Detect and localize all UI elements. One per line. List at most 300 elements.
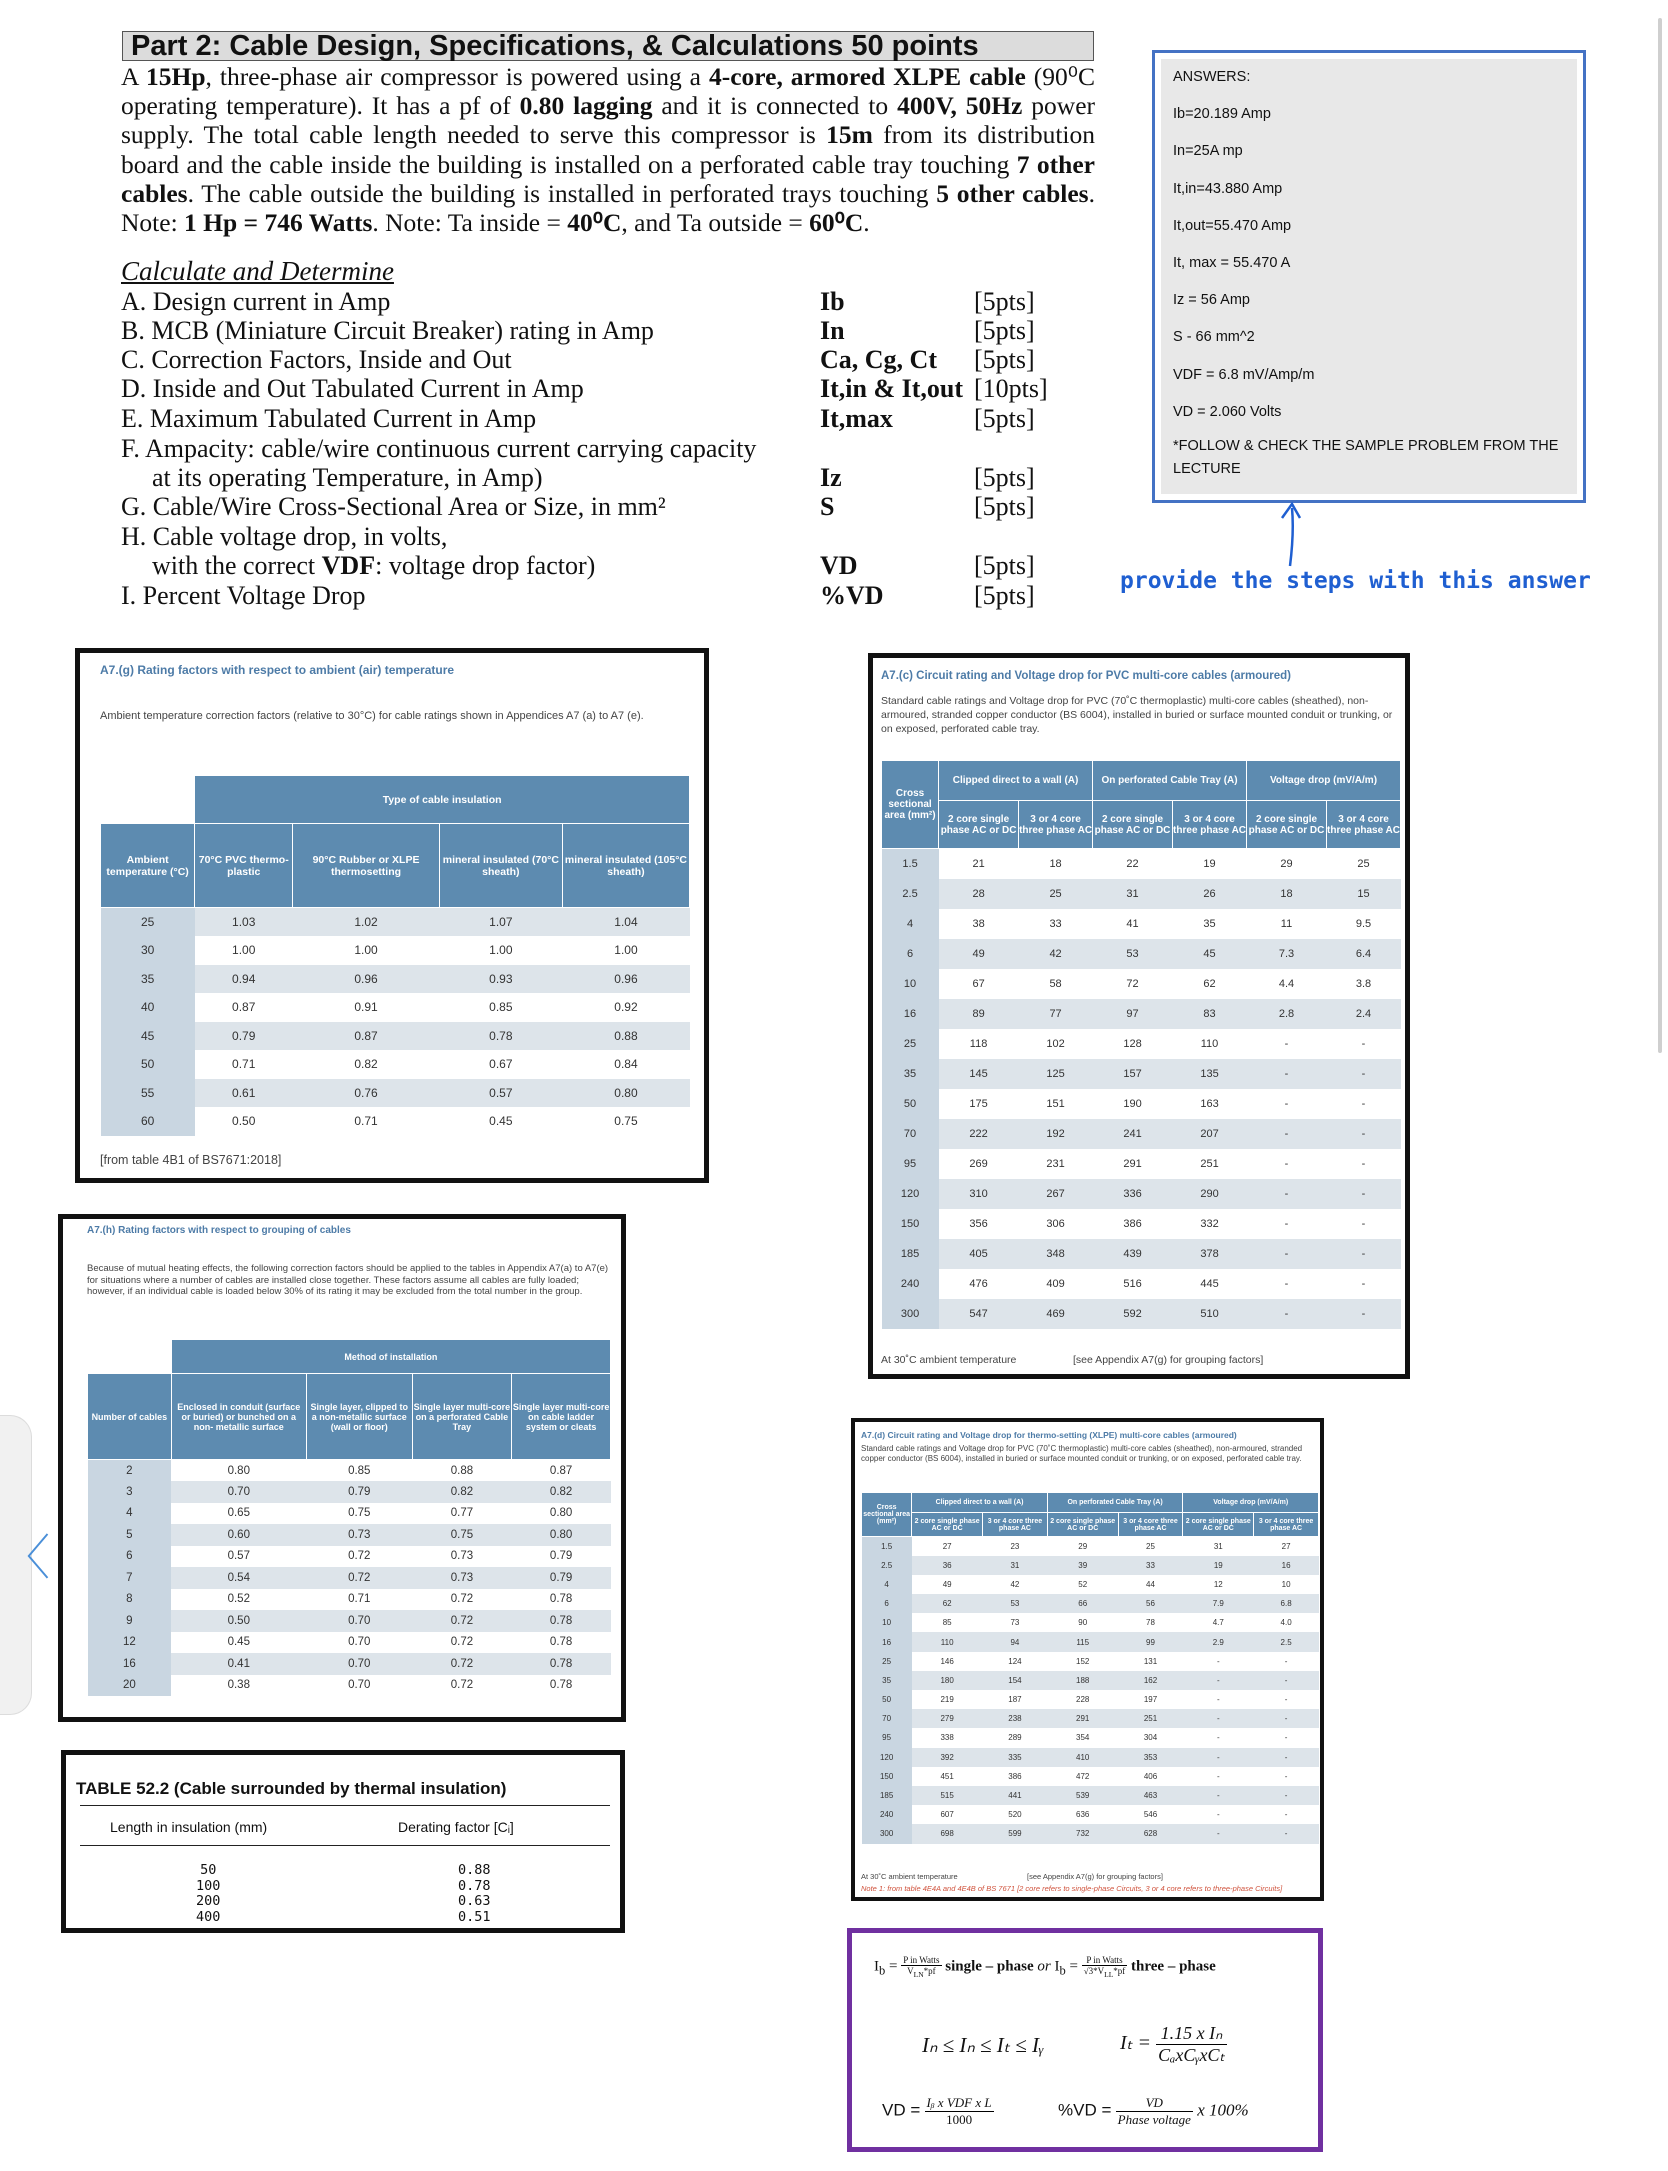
- table-cell: 39: [1047, 1556, 1118, 1575]
- table-cell: 8: [88, 1589, 172, 1611]
- calc-item-symbol: Ca, Cg, Ct: [820, 345, 937, 374]
- table-cell: 89: [939, 999, 1019, 1029]
- table-cell: 0.70: [306, 1610, 412, 1632]
- t522-col-factor: Derating factor [Cᵢ]: [398, 1819, 514, 1835]
- steps-note: provide the steps with this answer: [1120, 568, 1591, 594]
- table-cell: 146: [940, 1656, 954, 1666]
- table-cell: 378: [1173, 1239, 1247, 1269]
- table-cell: 6: [88, 1546, 172, 1568]
- table-cell: 0.80: [227, 1464, 250, 1477]
- table-row: [88, 1524, 611, 1546]
- table-cell: 0.80: [512, 1524, 611, 1546]
- table-cell: 636: [1076, 1810, 1090, 1820]
- table-group-header: Voltage drop (mV/A/m): [1247, 761, 1401, 801]
- table-cell: 0.70: [348, 1636, 371, 1649]
- answer-line: S - 66 mm^2: [1173, 329, 1255, 346]
- table-cell: 50: [882, 1089, 939, 1119]
- table-cell: 78: [1146, 1618, 1155, 1628]
- table-cell: 2.5: [1254, 1632, 1319, 1651]
- table-cell: 1.02: [293, 908, 440, 937]
- table-cell: -: [1216, 1810, 1220, 1820]
- table-cell: 9: [88, 1610, 172, 1632]
- table-row: [882, 849, 1401, 879]
- table-cell: 154: [983, 1671, 1048, 1690]
- table-col-header: Single layer, clipped to a non-metallic surface (wall or floor): [306, 1374, 412, 1460]
- table-cell: 520: [1008, 1810, 1022, 1820]
- a7g-caption: A7.(g) Rating factors with respect to ambient (air) temperature: [100, 663, 455, 677]
- table-cell: 83: [1173, 999, 1247, 1029]
- formula-panel: [847, 1928, 1323, 2152]
- table-cell: 0.79: [512, 1567, 611, 1589]
- table-cell: 192: [1019, 1119, 1093, 1149]
- table-col-header: Cross sectional area (mm²): [862, 1493, 912, 1537]
- a7d-description: Standard cable ratings and Voltage drop for PVC (70˚C thermoplastic) multi-core cables (sheathed), non-armoured, stranded copper conductor (BS 6004), installed in buried or surface mounted conduit or trunking, or on exposed, perforated cable tray.: [861, 1444, 1303, 1463]
- table-cell: 1.00: [489, 943, 513, 958]
- table-cell: -: [1284, 1695, 1288, 1705]
- table-cell: -: [1327, 1059, 1401, 1089]
- table-cell: 50: [101, 1050, 195, 1079]
- table-cell: -: [1284, 1157, 1289, 1170]
- table-row: [882, 1209, 1401, 1239]
- table-cell: 115: [1047, 1632, 1118, 1651]
- calc-item-tail: : voltage drop factor): [375, 551, 596, 580]
- table-cell: 53: [983, 1594, 1048, 1613]
- answer-line: In=25A mp: [1173, 143, 1243, 160]
- table-cell: -: [1183, 1671, 1254, 1690]
- table-cell: 0.82: [412, 1481, 512, 1503]
- formula-percent-vd: %VD = $\frac{VD}{\text{Phase voltage}}$ x 100%: [1058, 2095, 1249, 2127]
- table-col-header: 3 or 4 core three phase AC: [1327, 801, 1401, 849]
- table-col-header: 2 core single phase AC or DC: [939, 801, 1019, 849]
- table-cell: -: [1183, 1748, 1254, 1767]
- table-cell: 150: [862, 1767, 912, 1786]
- table-row: [88, 1653, 611, 1675]
- table-cell: 49: [942, 1579, 952, 1589]
- table-cell: [88, 1340, 172, 1374]
- table-cell: 16: [1254, 1556, 1319, 1575]
- table-cell: 267: [1019, 1179, 1093, 1209]
- calc-item-symbol: It,in & It,out: [820, 374, 964, 403]
- table-cell: 35: [1203, 917, 1216, 930]
- table-cell: 21: [972, 857, 985, 870]
- table-cell: -: [1327, 1299, 1401, 1329]
- table-cell: 40: [101, 993, 195, 1022]
- table-row: [862, 1824, 1319, 1843]
- table-cell: -: [1216, 1695, 1220, 1705]
- table-cell: 0.79: [549, 1550, 573, 1563]
- chevron-left-icon[interactable]: 〈: [2, 1530, 51, 1586]
- table-row: [88, 1610, 611, 1632]
- table-cell: -: [1254, 1671, 1319, 1690]
- table-cell: 20: [88, 1675, 172, 1697]
- table-cell: 279: [912, 1709, 983, 1728]
- table-col-header: mineral insulated (105°C sheath): [562, 824, 689, 908]
- table-cell: 2.8: [1247, 999, 1327, 1029]
- table-cell: 547: [939, 1299, 1019, 1329]
- table-cell: 70: [862, 1709, 912, 1728]
- table-row: [101, 1107, 690, 1136]
- table-cell: -: [1284, 1277, 1289, 1290]
- table-group-header: On perforated Cable Tray (A): [1047, 1493, 1183, 1513]
- table-group-header: Voltage drop (mV/A/m): [1183, 1493, 1319, 1513]
- calc-item-points: [5pts]: [974, 463, 1035, 492]
- table-cell: 35: [882, 1059, 939, 1089]
- table-cell: 0.50: [232, 1114, 256, 1129]
- table-cell: 45: [1173, 939, 1247, 969]
- table-cell: 1.5: [882, 849, 939, 879]
- table-row: [101, 965, 690, 994]
- table-cell: 0.87: [232, 1000, 256, 1015]
- table-cell: 476: [969, 1277, 988, 1290]
- table-row: [862, 1805, 1319, 1824]
- a7c-description: Standard cable ratings and Voltage drop for PVC (70˚C thermoplastic) multi-core cables (sheathed), non-armoured, stranded copper conductor (BS 6004), installed in buried or surface mounted conduit or trunking, or on exposed, perforated cable tray.: [881, 695, 1393, 735]
- table-cell: 410: [1047, 1748, 1118, 1767]
- answers-box: [1152, 50, 1586, 503]
- table-cell: 409: [1046, 1277, 1065, 1290]
- table-cell: -: [1183, 1824, 1254, 1843]
- table-52-2-panel: [61, 1750, 625, 1933]
- calc-item-text: C. Correction Factors, Inside and Out: [121, 345, 512, 374]
- table-cell: 53: [1093, 939, 1173, 969]
- table-cell: 2.5: [882, 879, 939, 909]
- calc-item-text: D. Inside and Out Tabulated Current in Amp: [121, 374, 584, 403]
- table-cell: 0.41: [171, 1653, 306, 1675]
- table-cell: 18: [1247, 879, 1327, 909]
- a7d-caption: A7.(d) Circuit rating and Voltage drop for thermo-setting (XLPE) multi-core cables (armoured): [861, 1430, 1237, 1440]
- table-cell: 55: [101, 1079, 195, 1108]
- calc-item-points: [5pts]: [974, 287, 1035, 316]
- table-cell: 1.04: [562, 908, 689, 937]
- table-cell: 110: [912, 1632, 983, 1651]
- scrollbar[interactable]: [1658, 18, 1662, 1053]
- table-cell: 18: [1049, 857, 1062, 870]
- table-cell: 190: [1123, 1097, 1142, 1110]
- table-cell: -: [1247, 1179, 1327, 1209]
- table-cell: 25: [862, 1652, 912, 1671]
- t522-factors: 0.88 0.78 0.63 0.51: [458, 1862, 491, 1925]
- table-cell: 44: [1146, 1579, 1155, 1589]
- table-row: [882, 969, 1401, 999]
- table-cell: 94: [983, 1632, 1048, 1651]
- table-cell: 0.67: [489, 1057, 513, 1072]
- table-cell: 698: [912, 1824, 983, 1843]
- table-cell: -: [1183, 1786, 1254, 1805]
- table-cell: -: [1247, 1059, 1327, 1089]
- table-cell: 0.96: [293, 965, 440, 994]
- table-cell: -: [1216, 1733, 1220, 1743]
- table-cell: 85: [942, 1618, 952, 1628]
- calc-item-text: E. Maximum Tabulated Current in Amp: [121, 404, 537, 433]
- table-row: [882, 939, 1401, 969]
- table-cell: 0.78: [549, 1593, 573, 1606]
- table-cell: 157: [1093, 1059, 1173, 1089]
- table-cell: 336: [1093, 1179, 1173, 1209]
- table-cell: 353: [1118, 1748, 1183, 1767]
- table-cell: 152: [1076, 1656, 1090, 1666]
- table-cell: 0.96: [562, 965, 689, 994]
- table-cell: 269: [969, 1157, 988, 1170]
- table-row: [101, 908, 690, 937]
- a7h-caption: A7.(h) Rating factors with respect to grouping of cables: [87, 1225, 351, 1236]
- a7d-foot-temp: At 30˚C ambient temperature: [861, 1872, 958, 1881]
- table-cell: 338: [940, 1733, 954, 1743]
- table-cell: 97: [1093, 999, 1173, 1029]
- table-cell: 628: [1118, 1824, 1183, 1843]
- calc-item-symbol: In: [820, 316, 845, 345]
- calc-item-symbol: VD: [820, 551, 858, 580]
- table-cell: 4: [88, 1503, 172, 1525]
- previous-page-tab[interactable]: [0, 1415, 51, 1715]
- table-cell: 0.72: [412, 1653, 512, 1675]
- table-cell: 0.87: [549, 1464, 573, 1477]
- table-cell: -: [1247, 1119, 1327, 1149]
- table-cell: 35: [862, 1671, 912, 1690]
- answer-line: VDF = 6.8 mV/Amp/m: [1173, 366, 1315, 383]
- table-row: [101, 1050, 690, 1079]
- table-cell: 0.71: [348, 1593, 371, 1606]
- table-row: [101, 1022, 690, 1051]
- table-cell: 28: [939, 879, 1019, 909]
- table-cell: 300: [862, 1824, 912, 1843]
- table-cell: 0.76: [293, 1079, 440, 1108]
- table-cell: 289: [1008, 1733, 1022, 1743]
- table-col-header: 3 or 4 core three phase AC: [1173, 801, 1247, 849]
- table-cell: 15: [1327, 879, 1401, 909]
- arrow-up-icon: [1270, 500, 1310, 570]
- answers-note: *FOLLOW & CHECK THE SAMPLE PROBLEM FROM THE LECTURE: [1173, 437, 1559, 477]
- table-cell: 3.8: [1355, 977, 1372, 990]
- part-title: Part 2: Cable Design, Specifications, & Calculations 50 points: [122, 31, 1094, 61]
- table-cell: 27: [942, 1541, 952, 1551]
- table-cell: 0.75: [348, 1507, 371, 1520]
- table-row: [862, 1594, 1319, 1613]
- table-cell: 0.80: [562, 1079, 689, 1108]
- table-row: [862, 1632, 1319, 1651]
- table-cell: 77: [1019, 999, 1093, 1029]
- formula-current-chain: Iₙ ≤ Iₙ ≤ Iₜ ≤ Iᵧ: [922, 2033, 1044, 2057]
- table-cell: 110: [1200, 1037, 1219, 1050]
- table-cell: 0.73: [412, 1567, 512, 1589]
- table-cell: 546: [1143, 1810, 1158, 1820]
- table-cell: 0.78: [439, 1022, 562, 1051]
- table-cell: 472: [1076, 1771, 1090, 1781]
- table-cell: 0.52: [227, 1593, 250, 1606]
- table-cell: 135: [1173, 1059, 1247, 1089]
- table-cell: 354: [1076, 1733, 1090, 1743]
- table-cell: -: [1247, 1239, 1327, 1269]
- table-cell: 0.72: [412, 1610, 512, 1632]
- calc-item-points: [5pts]: [974, 316, 1035, 345]
- table-row: [88, 1567, 611, 1589]
- table-cell: 7: [88, 1567, 172, 1589]
- table-cell: 0.70: [306, 1653, 412, 1675]
- table-cell: -: [1361, 1217, 1366, 1230]
- table-row: [862, 1709, 1319, 1728]
- calc-item-bold: VDF: [321, 551, 376, 580]
- a7c-foot-grouping: [see Appendix A7(g) for grouping factors]: [1073, 1354, 1264, 1366]
- table-col-header: 70°C PVC thermo-plastic: [195, 824, 293, 908]
- table-cell: 10: [862, 1613, 912, 1632]
- table-cell: 10: [1281, 1579, 1291, 1589]
- table-cell: 306: [1046, 1217, 1065, 1230]
- table-row: [862, 1690, 1319, 1709]
- table-cell: 52: [1078, 1579, 1088, 1589]
- table-cell: 0.45: [489, 1114, 513, 1129]
- t522-title: TABLE 52.2 (Cable surrounded by thermal insulation): [76, 1779, 507, 1798]
- table-col-header: 3 or 4 core three phase AC: [1019, 801, 1093, 849]
- table-cell: 185: [862, 1786, 912, 1805]
- table-cell: 539: [1047, 1786, 1118, 1805]
- table-cell: 515: [912, 1786, 983, 1805]
- table-cell: 0.72: [348, 1550, 371, 1563]
- table-cell: 0.94: [195, 965, 293, 994]
- table-cell: 4: [862, 1575, 912, 1594]
- table-cell: 386: [1123, 1217, 1142, 1230]
- table-cell: 0.72: [450, 1636, 474, 1649]
- table-cell: 0.72: [450, 1593, 474, 1606]
- table-cell: 439: [1093, 1239, 1173, 1269]
- table-cell: 356: [969, 1217, 988, 1230]
- table-cell: 304: [1143, 1733, 1158, 1743]
- calc-item-text: B. MCB (Miniature Circuit Breaker) rating in Amp: [121, 316, 654, 345]
- table-cell: -: [1327, 1179, 1401, 1209]
- table-group-header: Clipped direct to a wall (A): [912, 1493, 1048, 1513]
- table-cell: 310: [939, 1179, 1019, 1209]
- table-cell: 0.84: [614, 1057, 638, 1072]
- table-cell: -: [1284, 1810, 1288, 1820]
- table-cell: 12: [1213, 1579, 1223, 1589]
- table-cell: 231: [1046, 1157, 1065, 1170]
- table-cell: 31: [983, 1556, 1048, 1575]
- table-cell: -: [1216, 1771, 1220, 1781]
- table-cell: 0.78: [512, 1610, 611, 1632]
- table-cell: 222: [939, 1119, 1019, 1149]
- table-cell: 38: [972, 917, 985, 930]
- table-cell: 607: [940, 1810, 954, 1820]
- table-row: [882, 1119, 1401, 1149]
- table-cell: -: [1247, 1299, 1327, 1329]
- table-cell: 0.75: [412, 1524, 512, 1546]
- a7c-foot-temp: At 30˚C ambient temperature: [881, 1354, 1017, 1366]
- answer-line: It,in=43.880 Amp: [1173, 180, 1283, 197]
- table-cell: 36: [912, 1556, 983, 1575]
- a7d-foot-grouping: [see Appendix A7(g) for grouping factors]: [1027, 1872, 1163, 1881]
- table-cell: 0.79: [195, 1022, 293, 1051]
- table-cell: 120: [862, 1748, 912, 1767]
- table-cell: 0.93: [439, 965, 562, 994]
- table-row: [88, 1589, 611, 1611]
- table-cell: 0.65: [227, 1507, 250, 1520]
- table-col-header: 2 core single phase AC or DC: [1047, 1513, 1118, 1537]
- table-col-header: 3 or 4 core three phase AC: [1118, 1513, 1183, 1537]
- table-cell: -: [1284, 1733, 1288, 1743]
- table-cell: 41: [1126, 917, 1139, 930]
- table-cell: 95: [862, 1728, 912, 1747]
- table-cell: 35: [101, 965, 195, 994]
- table-cell: -: [1284, 1217, 1289, 1230]
- table-cell: 1.07: [439, 908, 562, 937]
- table-cell: 23: [1010, 1541, 1020, 1551]
- table-cell: 118: [969, 1037, 988, 1050]
- table-cell: 4.4: [1278, 977, 1295, 990]
- table-cell: 1.03: [195, 908, 293, 937]
- table-cell: 95: [882, 1149, 939, 1179]
- table-cell: 30: [101, 936, 195, 965]
- table-cell: 162: [1118, 1671, 1183, 1690]
- table-cell: 0.73: [306, 1524, 412, 1546]
- answer-line: It,out=55.470 Amp: [1173, 217, 1292, 234]
- table-cell: -: [1361, 1157, 1366, 1170]
- table-cell: -: [1284, 1771, 1288, 1781]
- table-row: [882, 1029, 1401, 1059]
- calc-item-points: [5pts]: [974, 551, 1035, 580]
- table-cell: 732: [1047, 1824, 1118, 1843]
- table-row: [882, 1299, 1401, 1329]
- table-cell: 463: [1118, 1786, 1183, 1805]
- table-cell: 207: [1173, 1119, 1247, 1149]
- t522-col-length: Length in insulation (mm): [110, 1819, 268, 1835]
- table-cell: 6: [862, 1594, 912, 1613]
- table-cell: 0.80: [549, 1507, 573, 1520]
- formula-it: Iₜ = $\frac{\text{1.15 x Iₙ}}{\text{CₐxCᵧxCₜ}}$: [1120, 2023, 1225, 2065]
- table-cell: 16: [882, 999, 939, 1029]
- table-cell: 0.72: [306, 1567, 412, 1589]
- table-cell: 0.88: [562, 1022, 689, 1051]
- table-cell: 0.85: [489, 1000, 513, 1015]
- table-cell: 1.00: [354, 943, 378, 958]
- table-cell: 42: [1019, 939, 1093, 969]
- table-cell: 62: [1203, 977, 1216, 990]
- table-a7c-panel: [868, 653, 1410, 1379]
- answer-line: Ib=20.189 Amp: [1173, 106, 1271, 123]
- table-cell: 5: [88, 1524, 172, 1546]
- table-cell: 251: [1200, 1157, 1219, 1170]
- table-cell: 290: [1173, 1179, 1247, 1209]
- table-cell: -: [1254, 1748, 1319, 1767]
- table-cell: 19: [1183, 1556, 1254, 1575]
- table-cell: 150: [882, 1209, 939, 1239]
- table-cell: 1.00: [614, 943, 638, 958]
- answer-line: Iz = 56 Amp: [1173, 292, 1250, 309]
- table-cell: 188: [1047, 1671, 1118, 1690]
- table-row: [882, 909, 1401, 939]
- table-row: [862, 1575, 1319, 1594]
- table-cell: 49: [939, 939, 1019, 969]
- table-cell: 348: [1019, 1239, 1093, 1269]
- table-row: [862, 1728, 1319, 1747]
- table-cell: 251: [1118, 1709, 1183, 1728]
- table-col-header: Number of cables: [88, 1374, 172, 1460]
- table-cell: 102: [1046, 1037, 1065, 1050]
- table-col-header: Single layer multi-core on cable ladder system or cleats: [512, 1374, 611, 1460]
- table-cell: 0.87: [293, 1022, 440, 1051]
- table-row: [882, 1059, 1401, 1089]
- table-row: [101, 1079, 690, 1108]
- table-cell: 0.82: [512, 1481, 611, 1503]
- table-cell: 0.88: [450, 1464, 474, 1477]
- table-cell: 33: [1049, 917, 1062, 930]
- table-cell: 180: [912, 1671, 983, 1690]
- table-cell: 73: [1010, 1618, 1020, 1628]
- table-cell: 516: [1123, 1277, 1142, 1290]
- calc-item-symbol: It,max: [820, 404, 893, 433]
- table-cell: -: [1327, 1239, 1401, 1269]
- table-row: [882, 1149, 1401, 1179]
- table-row: [882, 879, 1401, 909]
- table-cell: 131: [1143, 1656, 1158, 1666]
- formula-vd: VD = $\frac{\text{Iᵦ x VDF x L}}{1000}$: [882, 2095, 992, 2127]
- table-cell: 0.72: [450, 1679, 474, 1692]
